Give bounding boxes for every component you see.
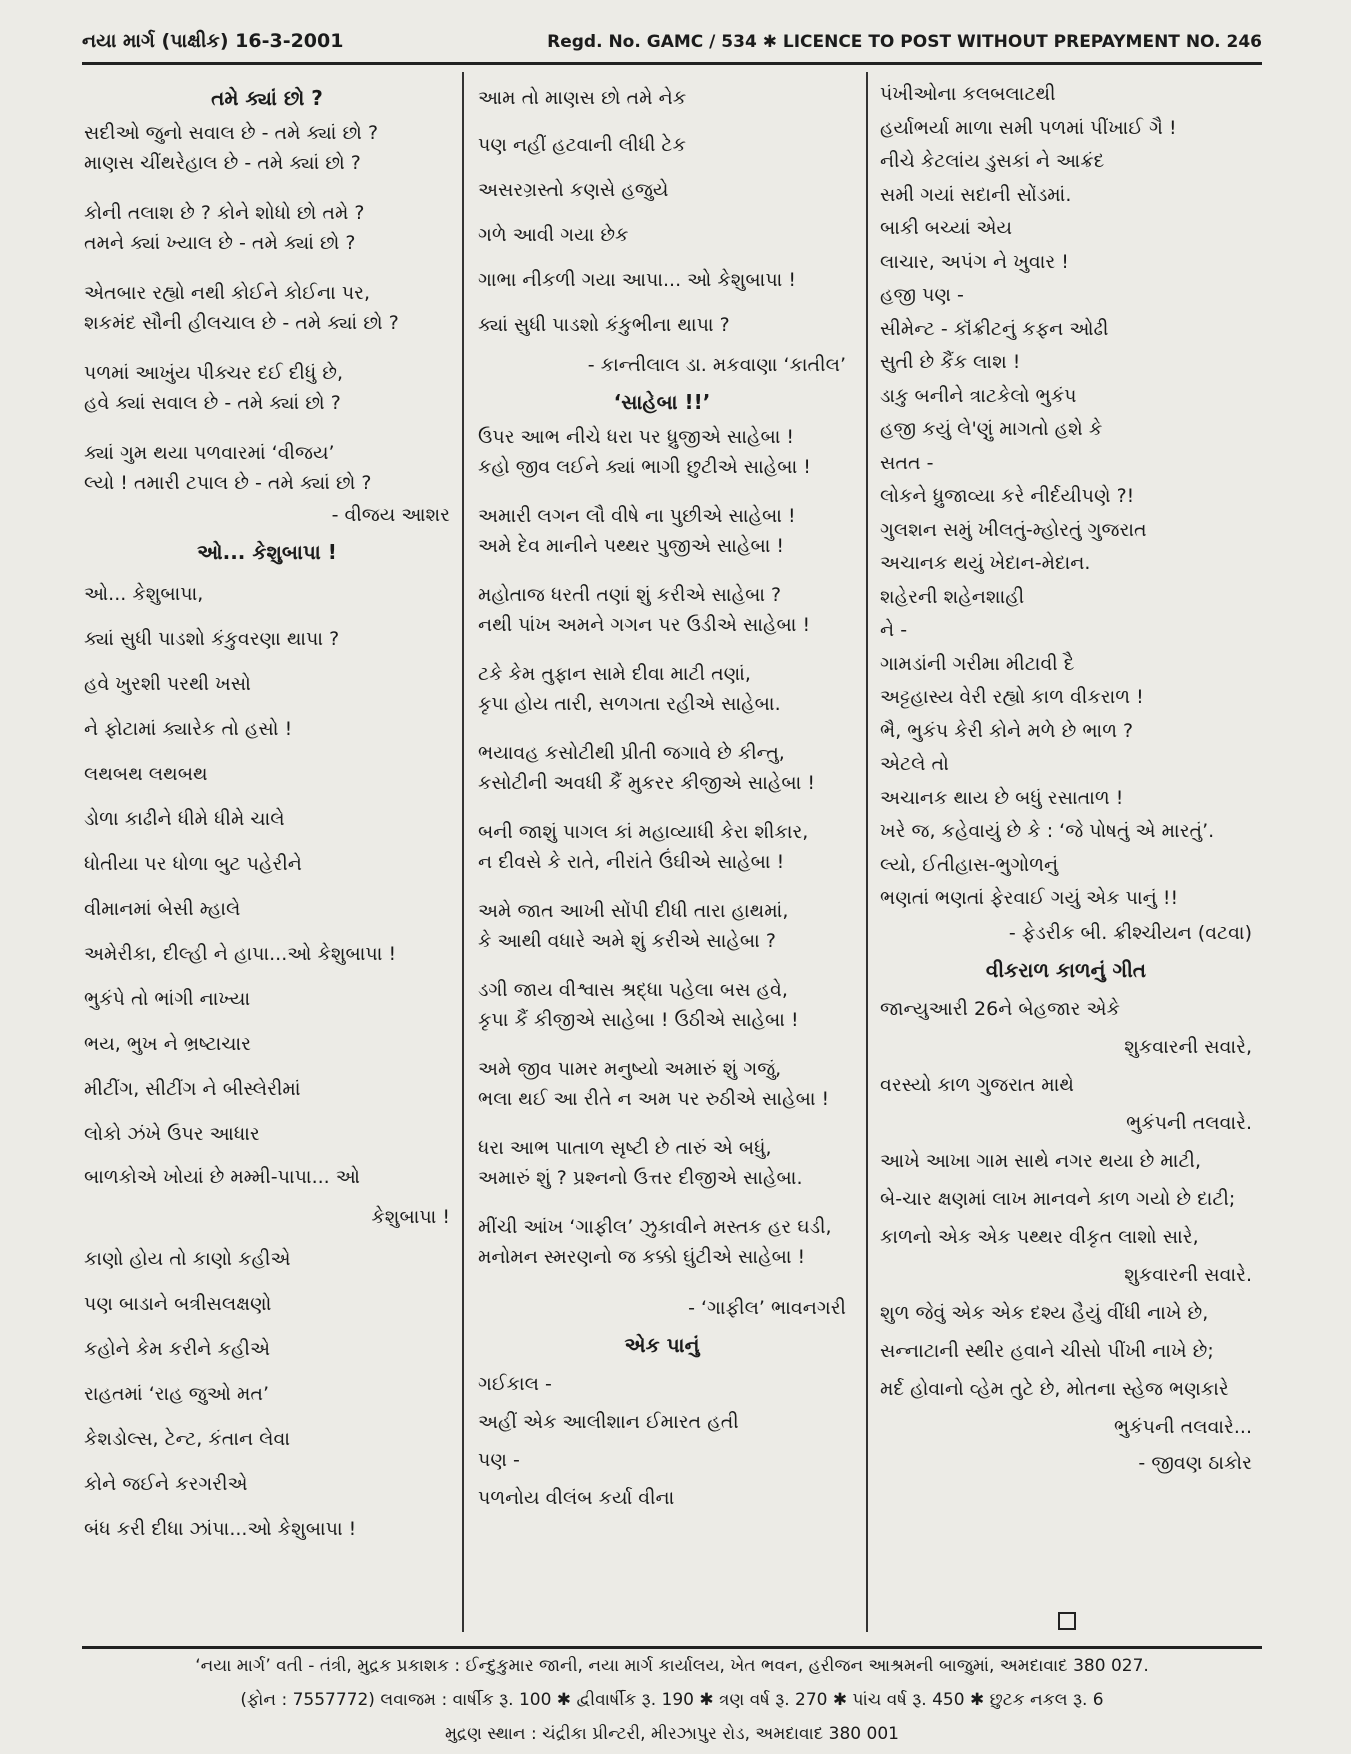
- imprint-line: (ફોન : 7557772) લવાજમ : વાર્ષીક રૂ. 100 ✱ દ્વીવાર્ષીક રૂ. 190 ✱ ત્રણ વર્ષ રૂ. 270 ✱ પાંચ વર્ષ રૂ. 450 ✱ છુટક નકલ રૂ. 6: [240, 1690, 1104, 1710]
- poem-line: અહીં એક આલીશાન ઈમારત હતી: [478, 1411, 739, 1433]
- poem-line: બાળકોએ ખોયાં છે મમ્મી-પાપા... ઓ: [84, 1166, 360, 1188]
- poem-line: અમેરીકા, દીલ્હી ને હાપા...ઓ કેશુબાપા !: [84, 943, 397, 965]
- poem-title: ઓ... કેશુબાપા !: [197, 540, 337, 564]
- couplet-line: કૃપા કૈં કીજીએ સાહેબા ! ઉઠીએ સાહેબા !: [478, 1009, 799, 1031]
- poem-line: ધોતીયા પર ધોળા બુટ પહેરીને: [84, 853, 302, 875]
- poem-line: ગુલશન સમું ખીલતું-મ્હોરતું ગુજરાત: [880, 518, 1147, 541]
- poem-line: ક્યાં સુધી પાડશો કંકુભીના થાપા ?: [478, 314, 730, 336]
- couplet-line: ડગી જાય વીશ્વાસ શ્રદ્ધા પહેલા બસ હવે,: [478, 979, 788, 1001]
- poem-line: ભુકંપે તો ભાંગી નાખ્યા: [84, 988, 251, 1010]
- poem-line: બંધ કરી દીધા ઝાંપા...ઓ કેશુબાપા !: [84, 1518, 357, 1540]
- poem-line: હજી કયું લે'ણું માગતો હશે કે: [880, 418, 1103, 440]
- couplet-line: નથી પાંખ અમને ગગન પર ઉડીએ સાહેબા !: [478, 614, 811, 636]
- poem-line: અટ્ટહાસ્ય વેરી રહ્યો કાળ વીકરાળ !: [880, 686, 1144, 708]
- poem-line: પંખીઓના કલબલાટથી: [880, 83, 1056, 105]
- column-divider: [462, 72, 464, 1632]
- end-mark-icon: [1058, 1610, 1076, 1630]
- couplet-line: મીંચી આંખ ‘ગાફીલ’ ઝુકાવીને મસ્તક હર ઘડી,: [478, 1216, 832, 1238]
- imprint-footer: [82, 1646, 1262, 1751]
- poem-line: અચાનક થયું ખેદાન-મેદાન.: [880, 552, 1091, 574]
- column-1: [84, 78, 450, 1552]
- couplet-line: કે આથી વધારે અમે શું કરીએ સાહેબા ?: [478, 930, 776, 952]
- poem-line: ક્યાં ગુમ થયા પળવારમાં ‘વીજય’: [84, 442, 335, 464]
- poem-line: કોની તલાશ છે ? કોને શોધો છો તમે ?: [84, 202, 365, 224]
- poem-line: ભણતાં ભણતાં ફેરવાઈ ગયું એક પાનું !!: [880, 887, 1179, 909]
- poem-line: તમને ક્યાં ખ્યાલ છે - તમે ક્યાં છો ?: [84, 232, 356, 254]
- poem-line: એટલે તો: [880, 753, 949, 775]
- couplet-line: મનોમન સ્મરણનો જ કક્કો ઘુંટીએ સાહેબા !: [478, 1246, 806, 1268]
- couplet-line: ભયાવહ કસોટીથી પ્રીતી જગાવે છે કીન્તુ,: [478, 742, 785, 764]
- poem-line: સદીઓ જુનો સવાલ છે - તમે ક્યાં છો ?: [84, 122, 379, 144]
- poem-line: અચાનક થાય છે બધું રસાતાળ !: [880, 786, 1124, 809]
- poem-line: શુળ જેવું એક એક દશ્ય હૈયું વીંધી નાખે છે,: [880, 1301, 1209, 1324]
- poem-line: વરસ્યો કાળ ગુજરાત માથે: [880, 1073, 1074, 1096]
- poem-line: પણ -: [478, 1449, 520, 1471]
- poem-line: શુકવારની સવારે,: [1124, 1035, 1252, 1058]
- couplet-line: કસોટીની અવધી કૈં મુકરર કીજીએ સાહેબા !: [478, 772, 815, 794]
- couplet-line: ટકે કેમ તુફાન સામે દીવા માટી તણાં,: [478, 663, 751, 685]
- poem-title: તમે ક્યાં છો ?: [211, 86, 323, 110]
- poem-line: સમી ગયાં સદાની સોંડમાં.: [880, 183, 1072, 206]
- poem-author: - કાન્તીલાલ ડા. મકવાણા ‘કાતીલ’: [587, 354, 846, 376]
- poem-author: - જીવણ ઠાકોર: [1138, 1451, 1252, 1474]
- poem-line: લોકને ધ્રુજાવ્યા કરે નીર્દયીપણે ?!: [880, 485, 1135, 507]
- poem-line: સતત -: [880, 451, 934, 474]
- poem-line: ભૈ, ભુકંપ કેરી કોને મળે છે ભાળ ?: [880, 719, 1134, 742]
- poem-line: જાન્યુઆરી 26ને બેહજાર એકે: [880, 997, 1120, 1020]
- poem-line: બે-ચાર ક્ષણમાં લાખ માનવને કાળ ગયો છે દાટી;: [880, 1187, 1236, 1210]
- poem-line: કોને જઈને કરગરીએ: [84, 1473, 248, 1495]
- poem-line: હવે ક્યાં સવાલ છે - તમે ક્યાં છો ?: [84, 392, 341, 414]
- couplet-line: ઉપર આભ નીચે ધરા પર ધ્રુજીએ સાહેબા !: [478, 426, 795, 448]
- poem-line: કાણો હોય તો કાણો કહીએ: [84, 1248, 291, 1270]
- registration-info: Regd. No. GAMC / 534 ✱ LICENCE TO POST WITHOUT PREPAYMENT NO. 246: [547, 32, 1262, 52]
- poem-line: ગઈકાલ -: [478, 1373, 552, 1395]
- poem-line: શહેરની શહેનશાહી: [880, 585, 1025, 608]
- poem-line: પળમાં આખુંય પીક્ચર દઈ દીધું છે,: [84, 362, 343, 384]
- poem-line: પણ નહીં હટવાની લીધી ટેક: [478, 134, 686, 156]
- column-divider: [866, 72, 868, 1632]
- poem-line: લાચાર, અપંગ ને ખુવાર !: [880, 250, 1069, 273]
- couplet-line: અમારું શું ? પ્રશ્નનો ઉત્તર દીજીએ સાહેબા.: [478, 1167, 803, 1189]
- couplet-line: ધરા આભ પાતાળ સૃષ્ટી છે તારું એ બધું,: [478, 1137, 772, 1159]
- poem-line: ભુકંપની તલવારે...: [1114, 1415, 1252, 1438]
- poem-line: રાહતમાં ‘રાહ જુઓ મત’: [84, 1383, 269, 1405]
- imprint-line: મુદ્રણ સ્થાન : ચંદ્રીકા પ્રીન્ટરી, મીરઝાપુર રોડ, અમદાવાદ 380 001: [445, 1724, 899, 1744]
- poem-line: અસરગ્રસ્તો કણસે હજુયે: [478, 179, 669, 201]
- couplet-line: ન દીવસે કે રાતે, નીરાંતે ઉંઘીએ સાહેબા !: [478, 851, 785, 873]
- poem-line: હજી પણ -: [880, 284, 964, 306]
- poem-line: નીચે કેટલાંય ડુસકાં ને આક્રંદ: [880, 150, 1105, 172]
- poem-line: કેશડોલ્સ, ટેન્ટ, કંતાન લેવા: [84, 1428, 291, 1450]
- poem-line: વીમાનમાં બેસી મ્હાલે: [84, 898, 241, 920]
- poem-line: સન્નાટાની સ્થીર હવાને ચીસો પીંખી નાખે છે;: [880, 1339, 1214, 1362]
- couplet-line: મહોતાજ ધરતી તણાં શું કરીએ સાહેબા ?: [478, 584, 782, 606]
- poem-line: એતબાર રહ્યો નથી કોઈને કોઈના પર,: [84, 282, 371, 304]
- poem-block: [880, 78, 1252, 916]
- couplet-line: કહો જીવ લઈને ક્યાં ભાગી છુટીએ સાહેબા !: [478, 456, 811, 478]
- page-header: [82, 28, 1262, 65]
- poem-author: - ‘ગાફીલ’ ભાવનગરી: [688, 1297, 846, 1319]
- poem-line: કહોને કેમ કરીને કહીએ: [84, 1338, 271, 1360]
- poem-line: ગાભા નીકળી ગયા આપા... ઓ કેશુબાપા !: [478, 269, 796, 291]
- poem-line: કેશુબાપા !: [371, 1206, 450, 1228]
- poem-line: ને ફોટામાં ક્યારેક તો હસો !: [84, 718, 293, 740]
- poem-line: સીમેન્ટ - કૉંક્રીટનું કફન ઓઢી: [880, 317, 1109, 340]
- poem-line: શકમંદ સૌની હીલચાલ છે - તમે ક્યાં છો ?: [84, 312, 399, 334]
- poem-line: ક્યાં સુધી પાડશો કંકુવરણા થાપા ?: [84, 628, 340, 650]
- poem-line: આમ તો માણસ છો તમે નેક: [478, 87, 687, 109]
- poem-line: લ્યો, ઈતીહાસ-ભુગોળનું: [880, 853, 1059, 876]
- poem-line: ડાકુ બનીને ત્રાટકેલો ભુકંપ: [880, 384, 1077, 407]
- poem-line: હવે ખુરશી પરથી ખસો: [84, 673, 251, 695]
- poem-line: ને -: [880, 619, 908, 641]
- column-2: [478, 78, 846, 1517]
- poem-line: ગામડાંની ગરીમા મીટાવી દૈ: [880, 652, 1075, 675]
- poem-line: હર્યાભર્યા માળા સમી પળમાં પીંખાઈ ગૈ !: [880, 116, 1177, 139]
- masthead-date: નયા માર્ગ (પાક્ષીક) 16-3-2001: [82, 30, 344, 52]
- poem-line: ડોળા કાઢીને ધીમે ધીમે ચાલે: [84, 808, 285, 830]
- poem-line: શુકવારની સવારે.: [1124, 1263, 1252, 1286]
- poem-line: આખે આખા ગામ સાથે નગર થયા છે માટી,: [880, 1149, 1201, 1172]
- poem-line: લોકો ઝંખે ઉપર આધાર: [84, 1123, 260, 1145]
- couplet-line: અમારી લગન લૌ વીષે ના પુછીએ સાહેબા !: [478, 505, 796, 527]
- poem-line: ખરે જ, કહેવાયું છે કે : ‘જે પોષતું એ મારતું’.: [880, 820, 1215, 842]
- poem-line: બાકી બચ્યાં એય: [880, 217, 1013, 239]
- poem-line: ભુકંપની તલવારે.: [1126, 1111, 1252, 1134]
- poem-title: ‘સાહેબા !!’: [613, 390, 711, 414]
- poem-line: લ્યો ! તમારી ટપાલ છે - તમે ક્યાં છો ?: [84, 472, 372, 494]
- couplet-list: [478, 422, 846, 1291]
- poem-line: ગળે આવી ગયા છેક: [478, 224, 629, 246]
- poem-line: માણસ ચીંથરેહાલ છે - તમે ક્યાં છો ?: [84, 152, 361, 174]
- poem-title: વીકરાળ કાળનું ગીત: [985, 957, 1147, 982]
- poem-line: લથબથ લથબથ: [84, 763, 208, 785]
- couplet-line: બની જાશું પાગલ કાં મહાવ્યાધી કેરા શીકાર,: [478, 821, 809, 843]
- poem-line: સુતી છે કૈંક લાશ !: [880, 351, 1021, 373]
- poem-block: [880, 990, 1252, 1446]
- couplet-line: કૃપા હોય તારી, સળગતા રહીએ સાહેબા.: [478, 693, 781, 715]
- poem-line: ભય, ભુખ ને ભ્રષ્ટાચાર: [84, 1033, 251, 1055]
- imprint-line: ‘નયા માર્ગ’ વતી - તંત્રી, મુદ્રક પ્રકાશક : ઈન્દુકુમાર જાની, નયા માર્ગ કાર્યાલય, ખેત ભવન, હરીજન આશ્રમની બાજુમાં, અમદાવાદ 380 027.: [195, 1656, 1149, 1676]
- poem-author: - ફેડરીક બી. ક્રીશ્ચીયન (વટવા): [1008, 921, 1252, 944]
- poem-line: ઓ... કેશુબાપા,: [84, 583, 204, 605]
- couplet-line: ભલા થઈ આ રીતે ન અમ પર રુઠીએ સાહેબા !: [478, 1088, 830, 1110]
- poem-line: મર્દ હોવાનો વ્હેમ તુટે છે, મોતના સ્હેજ ભણકારે: [880, 1377, 1229, 1400]
- poem-line: પળનોય વીલંબ કર્યા વીના: [478, 1487, 675, 1509]
- couplet-line: અમે દેવ માનીને પથ્થર પુજીએ સાહેબા !: [478, 535, 785, 557]
- column-3: [880, 78, 1252, 1480]
- poem-line: મીટીંગ, સીટીંગ ને બીસ્લેરીમાં: [84, 1078, 301, 1100]
- poem-line: પણ બાડાને બત્રીસલક્ષણો: [84, 1293, 272, 1315]
- poem-author: - વીજય આશર: [331, 504, 450, 526]
- couplet-line: અમે જાત આખી સોંપી દીધી તારા હાથમાં,: [478, 900, 789, 922]
- poem-line: કાળનો એક એક પથ્થર વીકૃત લાશો સારે,: [880, 1225, 1199, 1248]
- couplet-line: અમે જીવ પામર મનુષ્યો અમારું શું ગજું,: [478, 1058, 782, 1080]
- poem-title: એક પાનું: [624, 1333, 700, 1357]
